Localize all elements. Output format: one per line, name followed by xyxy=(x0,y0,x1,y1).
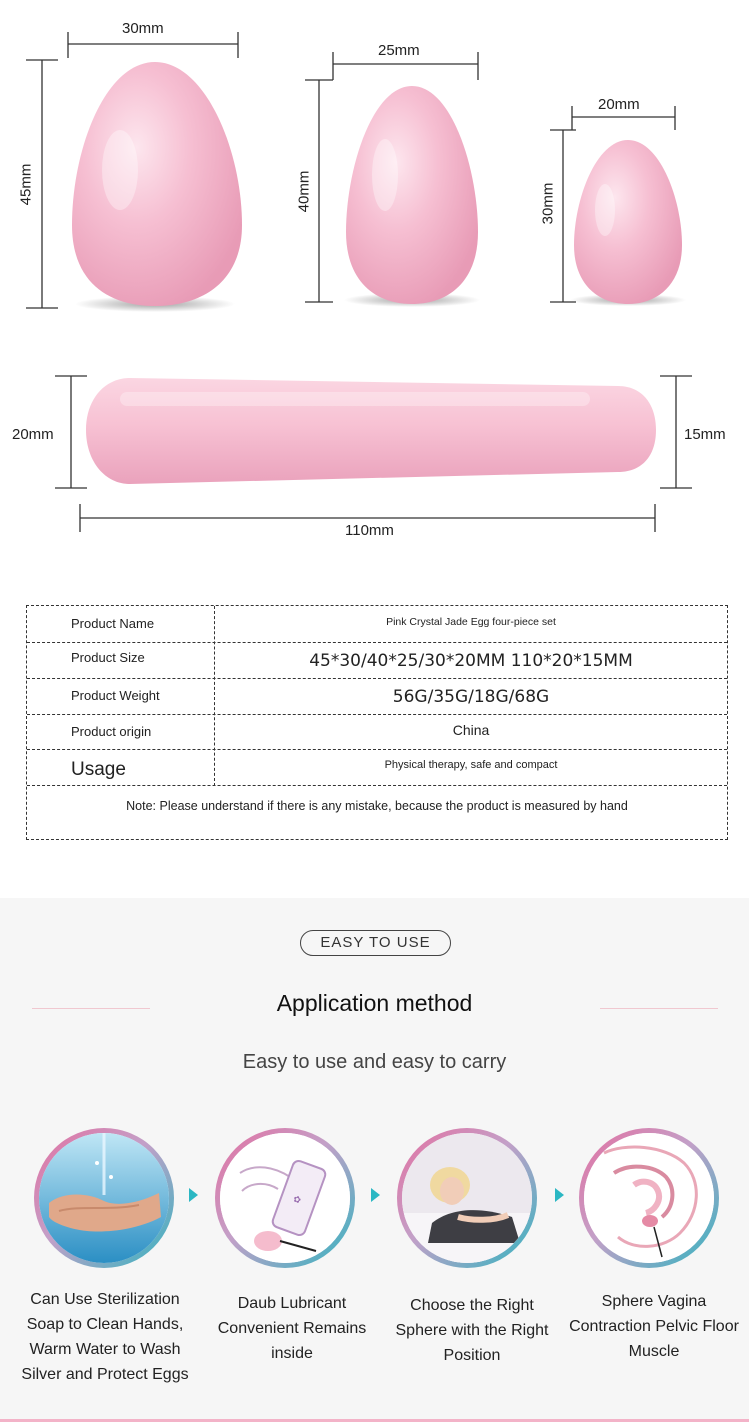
step-3-image xyxy=(397,1128,537,1268)
egg-medium-height-label: 40mm xyxy=(295,170,313,213)
spec-label: Product Name xyxy=(71,616,155,631)
section-subtitle: Easy to use and easy to carry xyxy=(242,1051,507,1073)
egg-small xyxy=(550,106,686,306)
spec-value: China xyxy=(452,722,490,738)
step-arrow-icon xyxy=(555,1188,564,1202)
application-section xyxy=(0,898,749,1422)
egg-large-height-label: 45mm xyxy=(17,163,35,206)
table-row xyxy=(27,606,727,643)
table-row xyxy=(27,750,727,786)
massage-wand xyxy=(55,376,692,532)
step-4-label: Sphere Vagina Contraction Pelvic Floor Muscle xyxy=(569,1293,739,1360)
wand-right-diameter-label: 15mm xyxy=(684,426,726,443)
step-4-image xyxy=(579,1128,719,1268)
spec-label: Usage xyxy=(71,759,126,780)
wand-left-diameter-label: 20mm xyxy=(12,426,54,443)
egg-large-width-label: 30mm xyxy=(122,20,164,37)
spec-label: Product Weight xyxy=(71,688,160,703)
spec-value: 56G/35G/18G/68G xyxy=(392,687,550,707)
easy-to-use-badge: EASY TO USE xyxy=(300,930,451,956)
pelvic-anatomy-icon xyxy=(584,1133,714,1263)
spec-value: Pink Crystal Jade Egg four-piece set xyxy=(386,616,556,628)
spec-value: Physical therapy, safe and compact xyxy=(384,759,558,771)
table-row xyxy=(27,715,727,750)
egg-large xyxy=(26,32,242,312)
table-row xyxy=(27,643,727,679)
step-3-label: Choose the Right Sphere with the Right Position xyxy=(395,1297,549,1364)
step-1-image xyxy=(34,1128,174,1268)
step-arrow-icon xyxy=(371,1188,380,1202)
egg-medium-width-label: 25mm xyxy=(378,42,420,59)
egg-small-width-label: 20mm xyxy=(598,96,640,113)
egg-medium xyxy=(305,52,480,307)
column-divider xyxy=(214,606,215,786)
spec-label: Product origin xyxy=(71,724,152,739)
measurement-note: Note: Please understand if there is any mistake, because the product is measured by hand xyxy=(126,799,628,813)
step-2-image xyxy=(215,1128,355,1268)
dimension-diagram xyxy=(0,0,749,560)
spec-value: 45*30/40*25/30*20MM 110*20*15MM xyxy=(309,651,633,671)
washing-hands-icon xyxy=(39,1133,169,1263)
specs-table xyxy=(26,605,728,840)
table-row xyxy=(27,679,727,715)
spec-label: Product Size xyxy=(71,650,145,665)
lubricant-bottle-icon xyxy=(220,1133,350,1263)
lying-woman-icon xyxy=(402,1133,532,1263)
step-2-label: Daub Lubricant Convenient Remains inside xyxy=(217,1295,367,1362)
step-1-label: Can Use Sterilization Soap to Clean Hands, Warm Water to Wash Silver and Protect Eggs xyxy=(21,1291,189,1383)
step-arrow-icon xyxy=(189,1188,198,1202)
svg-text:✿: ✿ xyxy=(291,1194,303,1207)
section-title: Application method xyxy=(276,990,473,1016)
wand-length-label: 110mm xyxy=(345,522,394,539)
egg-small-height-label: 30mm xyxy=(539,182,557,225)
